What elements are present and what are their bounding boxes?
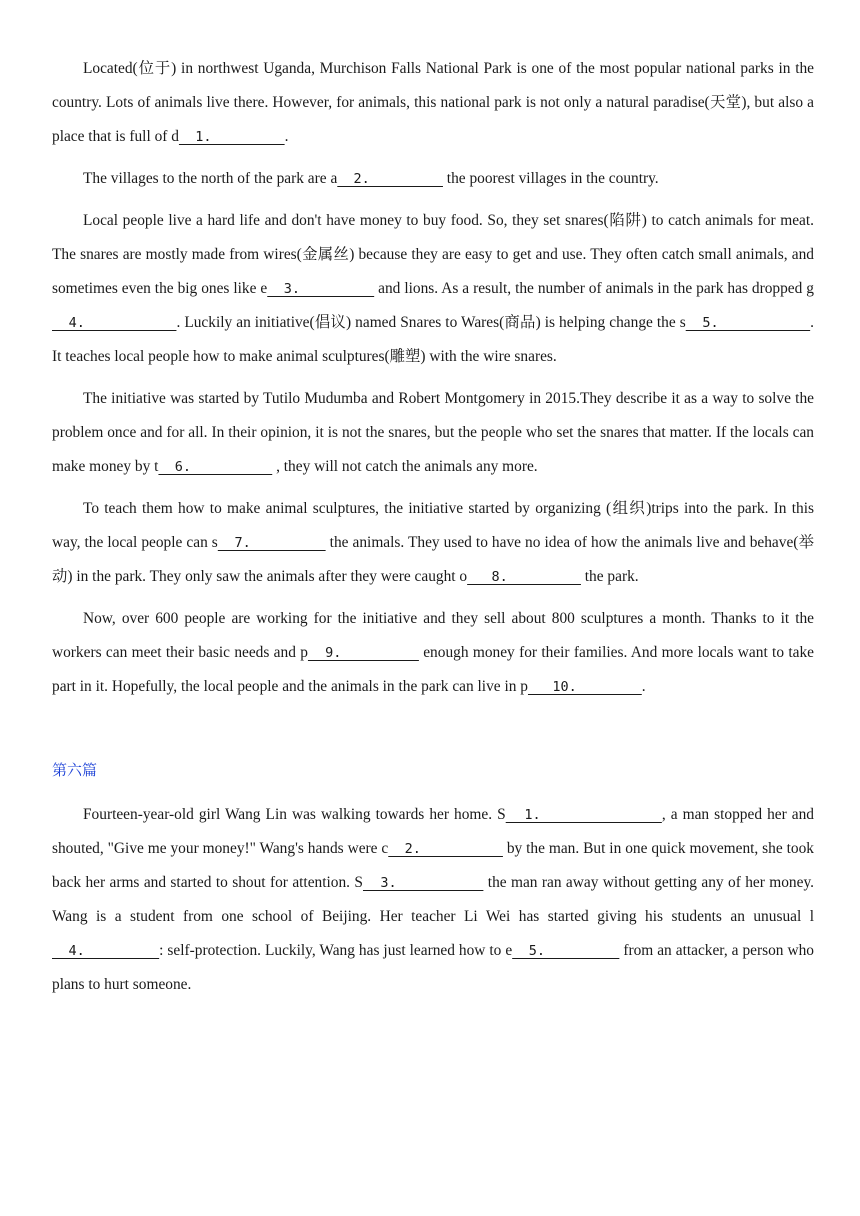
blank-1[interactable]: 1. bbox=[505, 807, 662, 823]
blank-7[interactable]: 7. bbox=[217, 535, 326, 551]
document-page bbox=[52, 52, 814, 1010]
text: . bbox=[641, 678, 646, 695]
text: The initiative was started by Tutilo Mudumba and Robert Montgomery in 2015.They describe it as a way to solve the problem once and for all. In their opinion, it is not the snares, but the people who set the snares that matter. If the locals can make money by t bbox=[52, 390, 814, 475]
blank-4[interactable]: 4. bbox=[52, 943, 160, 959]
text: from an attacker, a person who plans to hurt someone. bbox=[52, 942, 814, 993]
text: and lions. As a result, the number of animals in the park has dropped g bbox=[374, 280, 814, 297]
text: by the man. But in one quick movement, she took back her arms and started to shout for attention. S bbox=[52, 840, 814, 891]
blank-4[interactable]: 4. bbox=[52, 315, 177, 331]
text: the animals. They used to have no idea of how the animals live and behave(举动) in the park. They only saw the animals after they were caught o bbox=[52, 534, 814, 585]
passage6-paragraph-1 bbox=[52, 798, 814, 1002]
text: Located(位于) in northwest Uganda, Murchison Falls National Park is one of the most popular national parks in the country. Lots of animals live there. However, for animals, this national park is not only a natural paradise(天堂), but also a place that is full of d bbox=[52, 60, 814, 145]
blank-9[interactable]: 9. bbox=[307, 645, 419, 661]
text: enough money for their families. And more locals want to take part in it. Hopefully, the local people and the animals in the park can live in p bbox=[52, 644, 814, 695]
blank-2[interactable]: 2. bbox=[388, 841, 503, 857]
text: Now, over 600 people are working for the initiative and they sell about 800 sculptures a month. Thanks to it the workers can meet their basic needs and p bbox=[52, 610, 814, 661]
text: Local people live a hard life and don't have money to buy food. So, they set snares(陷阱) to catch animals for meat. The snares are mostly made from wires(金属丝) because they are easy to get and use. They often catch small animals, and sometimes even the big ones like e bbox=[52, 212, 814, 297]
blank-3[interactable]: 3. bbox=[362, 875, 484, 891]
text: . It teaches local people how to make animal sculptures(雕塑) with the wire snares. bbox=[52, 314, 815, 365]
text: Fourteen-year-old girl Wang Lin was walking towards her home. S bbox=[83, 806, 506, 823]
section-title-passage6: 第六篇 bbox=[52, 762, 98, 779]
blank-6[interactable]: 6. bbox=[158, 459, 273, 475]
passage5-paragraph-2 bbox=[52, 162, 814, 196]
passage5-paragraph-6 bbox=[52, 602, 814, 704]
text: the man ran away without getting any of her money. Wang is a student from one school of Beijing. Her teacher Li Wei has started giving his students an unusual l bbox=[52, 874, 814, 925]
blank-5[interactable]: 5. bbox=[685, 315, 811, 331]
text: , a man stopped her and shouted, "Give me your money!" Wang's hands were c bbox=[52, 806, 814, 857]
blank-10[interactable]: 10. bbox=[527, 679, 642, 695]
text: the poorest villages in the country. bbox=[442, 170, 659, 187]
blank-5[interactable]: 5. bbox=[512, 943, 620, 959]
passage5-paragraph-3 bbox=[52, 204, 814, 374]
blank-2[interactable]: 2. bbox=[337, 171, 443, 187]
blank-8[interactable]: 8. bbox=[467, 569, 581, 585]
blank-3[interactable]: 3. bbox=[267, 281, 375, 297]
blank-1[interactable]: 1. bbox=[178, 129, 285, 145]
passage5-paragraph-4 bbox=[52, 382, 814, 484]
text: : self-protection. Luckily, Wang has just learned how to e bbox=[159, 942, 513, 959]
passage5-paragraph-1 bbox=[52, 52, 814, 154]
text: the park. bbox=[580, 568, 639, 585]
passage5-paragraph-5 bbox=[52, 492, 814, 594]
text: To teach them how to make animal sculptures, the initiative started by organizing (组织)trips into the park. In this way, the local people can s bbox=[52, 500, 814, 551]
text: , they will not catch the animals any more. bbox=[272, 458, 538, 475]
text: . Luckily an initiative(倡议) named Snares to Wares(商品) is helping change the s bbox=[176, 314, 686, 331]
text: . bbox=[284, 128, 289, 145]
text: The villages to the north of the park are a bbox=[83, 170, 338, 187]
